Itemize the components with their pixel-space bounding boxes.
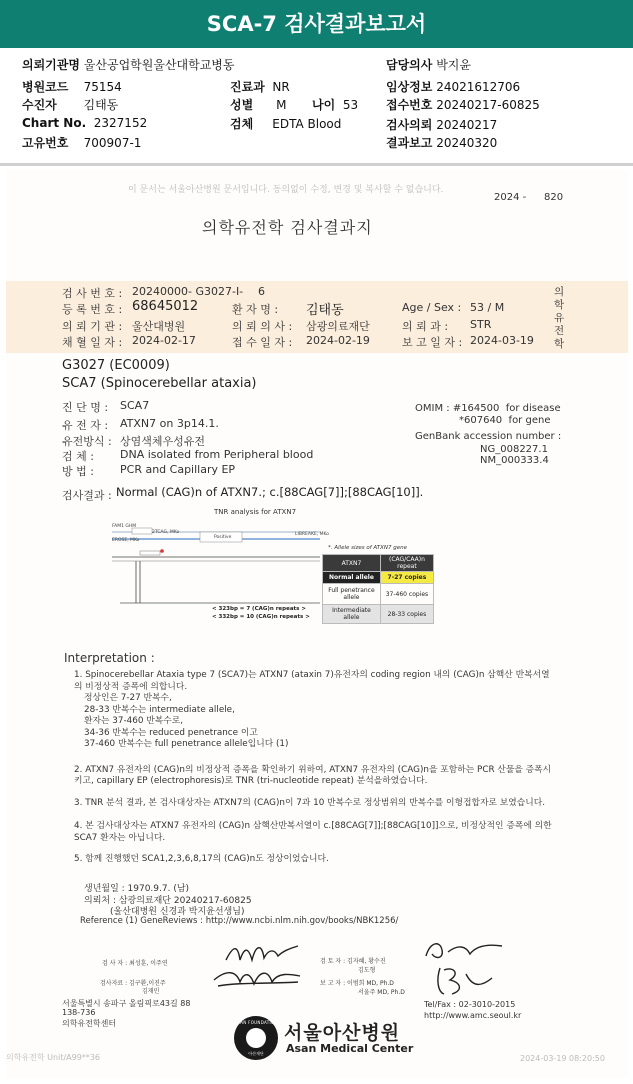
specimen-detail: DNA isolated from Peripheral blood — [120, 448, 314, 461]
report-title: SCA-7 검사결과보고서 — [0, 0, 633, 48]
diagnosis-label: 진 단 명 : — [62, 401, 109, 414]
dept-value: STR — [470, 318, 492, 331]
reference: Reference (1) GeneReviews : http://www.ncbi.nlm.nih.gov/books/NBK1256/ — [80, 916, 399, 926]
reporter-label-2: 서울주 MD, Ph.D — [358, 989, 405, 996]
doctor-label: 의 뢰 의 사 : — [232, 320, 293, 333]
org-label: 의 뢰 기 관 : — [62, 320, 123, 333]
reviewer-label: 검 토 자 : 김자혜, 황수진 — [320, 958, 386, 965]
org-name: 의뢰기관명 울산공업학원울산대학교병동 — [22, 58, 235, 72]
emblem-text: ASAN FOUNDATION — [234, 1020, 278, 1025]
genbank-label: GenBank accession number : — [415, 431, 562, 442]
table-head-1: ATXN7 — [323, 555, 381, 572]
footer-timestamp: 2024-03-19 08:20:50 — [520, 1054, 605, 1063]
diagnosis: SCA7 — [120, 399, 150, 412]
inheritance: 상염색체우성유전 — [120, 435, 206, 448]
table-row-value: 37-460 copies — [380, 584, 433, 605]
inheritance-label: 유전방식 : — [62, 435, 112, 448]
doc-title: 의학유전학 검사결과지 — [202, 218, 373, 237]
patient-label: 환 자 명 : — [232, 303, 279, 316]
website: http://www.amc.seoul.kr — [424, 1011, 522, 1020]
reporter-label: 보 고 자 : 이범희 MD, Ph.D — [320, 980, 394, 987]
figure-title: TNR analysis for ATXN7 — [214, 508, 297, 516]
result: Normal (CAG)n of ATXN7.; c.[88CAG[7]];[88CAG[10]]. — [116, 485, 424, 499]
genbank-2: NM_000333.4 — [480, 455, 549, 466]
specimen: 검체 EDTA Blood — [230, 117, 342, 131]
gene: ATXN7 on 3p14.1. — [120, 417, 219, 430]
interp-p3: 3. TNR 분석 결과, 본 검사대상자는 ATXN7의 (CAG)n이 7과 10 반복수로 정상범위의 반복수를 이형접합자로 보였습니다. — [74, 797, 546, 808]
interp-p4: 4. 본 검사대상자는 ATXN7 유전자의 (CAG)n 삼핵산반복서열이 c.[88CAG[7]];[88CAG[10]]으로, 비정상적인 증폭에 의한 SCA7 환자는 아닙니다. — [74, 821, 552, 843]
receipt-label: 접 수 일 자 : — [232, 336, 293, 349]
age: 나이 53 — [312, 98, 359, 112]
test-code: G3027 (EC0009) — [62, 358, 170, 373]
chart-no: Chart No. 2327152 — [22, 116, 148, 130]
dept-label: 의 뢰 과 : — [402, 320, 449, 333]
agesex-value: 53 / M — [470, 301, 505, 314]
peak-label-2: 2TCAG, MKo — [152, 530, 180, 535]
peak-label-5: LIBREAKE, MKo — [295, 532, 329, 537]
repeat-1: < 323bp = 7 (CAG)n repeats > — [212, 606, 306, 612]
omim-line1: OMIM : #164500 for disease — [415, 403, 561, 414]
side-label: 의학유전학 — [554, 286, 565, 350]
address-line-2: 138-736 — [62, 1008, 96, 1017]
interp-p1-line: 34-36 반복수는 reduced penetrance 이고 — [84, 727, 258, 738]
exam-no-suffix: 6 — [258, 285, 265, 298]
peak-label-4: Positive — [214, 535, 232, 540]
method-label: 방 법 : — [62, 465, 94, 478]
peak-label-3: EROSE, MKo — [112, 538, 140, 543]
checker-label: 검사자료 : 김구환,이진주 — [100, 980, 166, 987]
peak-label-1: FAM1 GHM — [112, 524, 137, 529]
result-label: 검사결과 : — [62, 489, 112, 502]
table-row: Intermediate allele — [323, 605, 381, 624]
reporter-signature — [430, 960, 500, 1000]
examiner-label: 검 사 자 : 최성훈, 이주연 — [102, 960, 168, 967]
birth-date: 생년월일 : 1970.9.7. (남) — [84, 884, 190, 894]
allele-table — [322, 554, 434, 624]
interp-p1-list — [74, 693, 554, 751]
address-line-3: 의학유전학센터 — [62, 1019, 117, 1028]
exam-no: 20240000- G3027-I- — [132, 285, 244, 298]
reg-no: 68645012 — [132, 299, 199, 314]
tel-fax: Tel/Fax : 02-3010-2015 — [424, 1000, 516, 1009]
receipt-no: 접수번호 20240217-60825 — [386, 98, 540, 112]
receipt-value: 2024-02-19 — [306, 334, 370, 347]
doc-code-number: 820 — [544, 192, 564, 203]
report-label: 보 고 일 자 : — [402, 336, 463, 349]
copy-warning: 이 문서는 서울아산병원 문서입니다. 동의없이 수정, 변경 및 복사할 수 없습니다. — [128, 185, 444, 195]
exam-no-label: 검 사 번 호 : — [62, 287, 123, 300]
asan-emblem — [234, 1016, 278, 1060]
specimen-label: 검 체 : — [62, 450, 94, 463]
unique-no: 고유번호 700907-1 — [22, 136, 142, 150]
interpretation-body — [74, 670, 554, 866]
hospital-name-kr: 서울아산병원 — [284, 1022, 401, 1044]
collect-value: 2024-02-17 — [132, 334, 196, 347]
agesex-label: Age / Sex : — [402, 301, 462, 314]
reviewer-label-2: 김도형 — [358, 967, 376, 974]
doctor-value: 삼광의료재단 — [306, 320, 370, 333]
repeat-2: < 332bp = 10 (CAG)n repeats > — [212, 614, 310, 620]
interp-p1: 1. Spinocerebellar Ataxia type 7 (SCA7)는 ATXN7 (ataxin 7)유전자의 coding region 내의 (CAG)n 삼핵산 반복서열의 비정상적 증폭에 의합니다. — [74, 670, 550, 692]
sex: 성별 M — [230, 98, 287, 112]
checker-signature — [210, 962, 305, 992]
gene-label: 유 전 자 : — [62, 419, 109, 432]
method: PCR and Capillary EP — [120, 463, 236, 476]
patient-name: 수진자 김태동 — [22, 98, 119, 112]
interp-p1-line: 정상인은 7-27 반복수, — [84, 693, 172, 703]
test-name: SCA7 (Spinocerebellar ataxia) — [62, 376, 257, 391]
table-row-value: 28-33 copies — [380, 605, 433, 624]
hospital-name-en: Asan Medical Center — [286, 1042, 414, 1055]
table-head-2: (CAG/CAA)n repeat — [380, 555, 433, 572]
doc-code: 2024 - — [494, 192, 527, 203]
allele-table-title: *. Allele sizes of ATXN7 gene — [328, 545, 408, 551]
requester: 의뢰처 : 삼광의료재단 20240217-60825 — [84, 896, 252, 906]
requester-detail: (울산대병원 신경과 박지윤선생님) — [110, 907, 245, 917]
patient-value: 김태동 — [306, 303, 344, 318]
genbank-1: NG_008227.1 — [480, 444, 548, 455]
interp-p1-line: 37-460 반복수는 full penetrance allele입니다 (1) — [84, 739, 289, 749]
interp-p2: 2. ATXN7 유전자의 (CAG)n의 비정상적 증폭을 확인하기 위하여, ATXN7 유전자의 (CAG)n을 포함하는 PCR 산물을 증폭시키고, capillary EP (electrophoresis)로 TNR (tri-nucleotide repeat) 분석을하였습니다. — [74, 764, 552, 786]
emblem-core — [246, 1028, 266, 1048]
collect-label: 채 혈 일 자 : — [62, 336, 123, 349]
omim-line2: *607640 for gene — [459, 415, 551, 426]
clinical-info: 임상정보 24021612706 — [386, 80, 521, 94]
reg-no-label: 등 록 번 호 : — [62, 303, 123, 316]
divider — [0, 163, 633, 166]
interp-p1-line: 28-33 반복수는 intermediate allele, — [84, 704, 235, 715]
hospital-code: 병원코드 75154 — [22, 80, 122, 94]
report-value: 2024-03-19 — [470, 334, 534, 347]
interp-p5: 5. 함께 진행했던 SCA1,2,3,6,8,17의 (CAG)n도 정상이었습니다. — [74, 854, 329, 864]
table-row: Normal allele — [323, 572, 381, 584]
checker-label-2: 김재민 — [142, 988, 160, 995]
footer-code: 의학유전학 Unit/A99**36 — [6, 1053, 100, 1062]
table-row: Full penetrance allele — [323, 584, 381, 605]
org-value: 울산대병원 — [132, 320, 186, 333]
table-row-value: 7-27 copies — [380, 572, 433, 584]
emblem-label: 아산재단 — [248, 1051, 264, 1056]
department: 진료과 NR — [230, 80, 290, 94]
address-line-1: 서울특별시 송파구 올림픽로43길 88 — [62, 999, 191, 1008]
interpretation-heading: Interpretation : — [64, 651, 155, 665]
request-date: 검사의뢰 20240217 — [386, 118, 498, 132]
doctor: 담당의사 박지윤 — [386, 58, 471, 72]
report-date: 결과보고 20240320 — [386, 136, 498, 150]
interp-p1-line: 환자는 37-460 반복수로, — [84, 716, 184, 726]
